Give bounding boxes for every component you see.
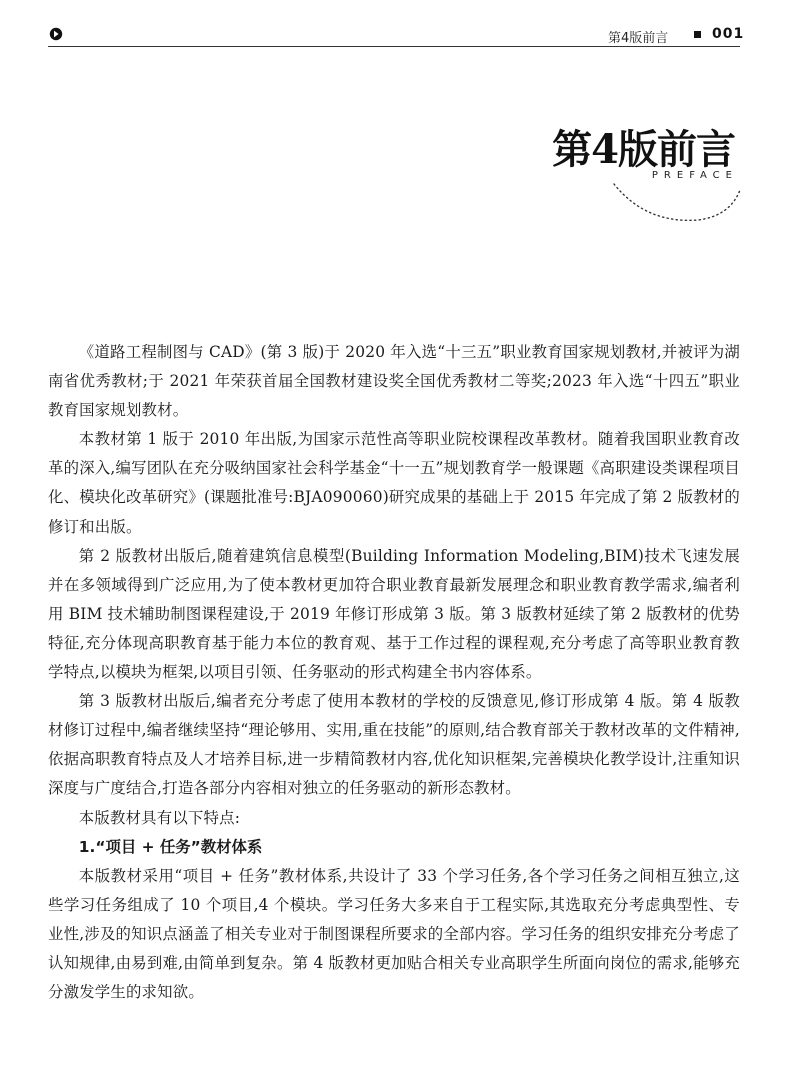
header-square-marker bbox=[694, 31, 701, 38]
preface-body bbox=[48, 338, 740, 1007]
dotted-arc-decoration bbox=[606, 180, 746, 228]
running-header-title: 第4版前言 bbox=[608, 31, 669, 46]
section-heading: 1.“项目 + 任务”教材体系 bbox=[78, 837, 263, 856]
paragraph-1: 《道路工程制图与 CAD》(第 3 版)于 2020 年入选“十三五”职业教育国家规划教材,并被评为湖南省优秀教材;于 2021 年荣获首届全国教材建设奖全国优秀教材二等奖;2023 年入选“十四五”职业教育国家规划教材。 bbox=[48, 343, 740, 420]
paragraph-3: 第 2 版教材出版后,随着建筑信息模型(Building Information Modeling,BIM)技术飞速发展并在多领域得到广泛应用,为了使本教材更加符合职业教育最新发展理念和职业教育教学需求,编者利用 BIM 技术辅助制图课程建设,于 2019 年修订形成第 3 版。第 3 版教材延续了第 2 版教材的优势特征,充分体现高职教育基于能力本位的教育观、基于工作过程的课程观,充分考虑了高等职业教育教学特点,以模块为框架,以项目引领、任务驱动的形式构建全书内容体系。 bbox=[48, 546, 740, 682]
paragraph-4: 第 3 版教材出版后,编者充分考虑了使用本教材的学校的反馈意见,修订形成第 4 版。第 4 版教材修订过程中,编者继续坚持“理论够用、实用,重在技能”的原则,结合教育部关于教材改革的文件精神,依据高职教育特点及人才培养目标,进一步精简教材内容,优化知识框架,完善模块化教学设计,注重知识深度与广度结合,打造各部分内容相对独立的任务驱动的新形态教材。 bbox=[48, 692, 740, 798]
header-divider bbox=[48, 46, 740, 47]
arrow-right-circle-icon bbox=[49, 27, 63, 41]
page-title: 第4版前言 bbox=[552, 126, 735, 173]
paragraph-2: 本教材第 1 版于 2010 年出版,为国家示范性高等职业院校课程改革教材。随着我国职业教育改革的深入,编写团队在充分吸纳国家社会科学基金“十一五”规划教育学一般课题《高职建设类课程项目化、模块化改革研究》(课题批准号:BJA090060)研究成果的基础上于 2015 年完成了第 2 版教材的修订和出版。 bbox=[48, 430, 740, 536]
paragraph-5: 本版教材具有以下特点: bbox=[78, 808, 241, 827]
page-subtitle: PREFACE bbox=[651, 170, 738, 181]
section-paragraph: 本版教材采用“项目 + 任务”教材体系,共设计了 33 个学习任务,各个学习任务之间相互独立,这些学习任务组成了 10 个项目,4 个模块。学习任务大多来自于工程实际,其选取充分考虑典型性、专业性,涉及的知识点涵盖了相关专业对于制图课程所要求的全部内容。学习任务的组织安排充分考虑了认知规律,由易到难,由简单到复杂。第 4 版教材更加贴合相关专业高职学生所面向岗位的需求,能够充分激发学生的求知欲。 bbox=[48, 866, 740, 1002]
page-number: 001 bbox=[712, 26, 745, 42]
